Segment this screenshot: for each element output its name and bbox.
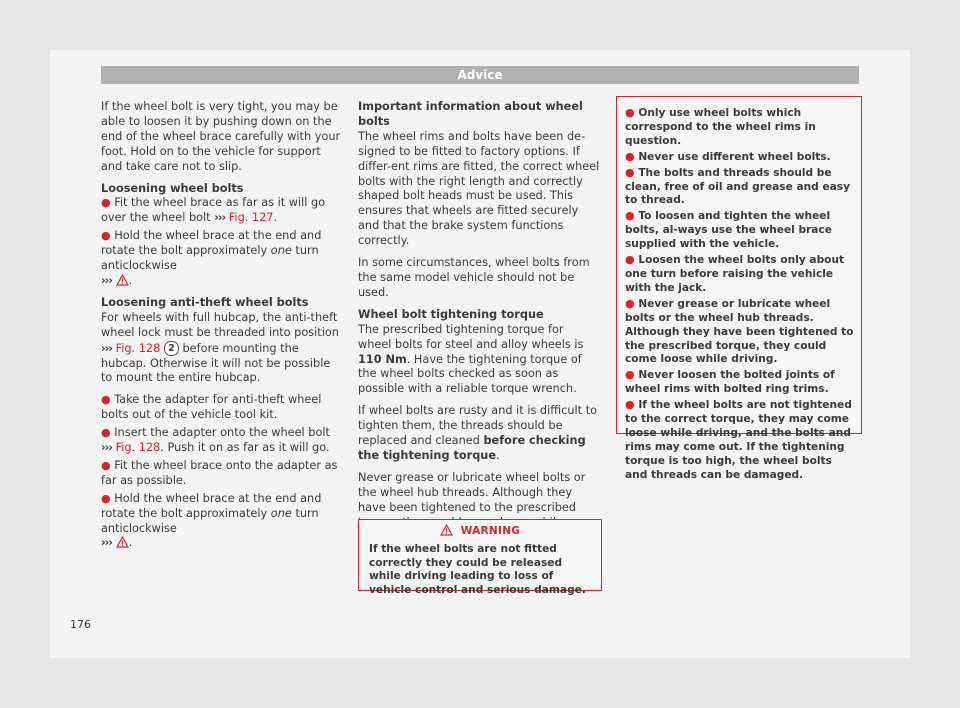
reference-arrow-icon: ›››: [214, 211, 226, 225]
bullet-icon: ●: [101, 491, 111, 505]
rusty-paragraph: If wheel bolts are rusty and it is difficult to tighten them, the threads should be replaced and cleaned before checking the tightening torque.: [358, 404, 598, 462]
section-header: Advice: [101, 66, 859, 84]
notice-list: [617, 97, 861, 483]
notice-box: [616, 96, 862, 481]
bullet-icon: ●: [625, 296, 635, 310]
list-item: ● Hold the wheel brace at the end and rotate the bolt approximately one turn anticlockwise ››› .: [101, 229, 322, 287]
page-number: 176: [70, 618, 91, 631]
list-item: ● Never grease or lubricate wheel bolts or the wheel hub threads. Although they have been tightened to the prescribed torque, they could come loose while driving.: [625, 296, 854, 366]
list-item: ● If the wheel bolts are not tightened to the correct torque, they may come loose while driving, and the bolts and rims may come out. If the tightening torque is too high, the wheel bolts and threads can be damaged.: [625, 398, 852, 481]
list-item: ● Hold the wheel brace at the end and rotate the bolt approximately one turn anticlockwise ››› .: [101, 491, 322, 550]
info-paragraph: In some circumstances, wheel bolts from the same model vehicle should not be used.: [358, 256, 590, 299]
warning-triangle-icon[interactable]: [116, 274, 129, 286]
manual-page: [50, 50, 910, 658]
bullet-icon: ●: [625, 165, 635, 179]
callout-number-badge: 2: [164, 341, 179, 356]
list-item: ● Insert the adapter onto the wheel bolt ››› Fig. 128. Push it on as far as it will go.: [101, 426, 330, 455]
list-item: ● To loosen and tighten the wheel bolts, al-ways use the wheel brace supplied with the vehicle.: [625, 209, 832, 251]
warning-title: WARNING: [460, 525, 521, 537]
bullet-icon: ●: [625, 398, 635, 412]
reference-arrow-icon: ›››: [101, 273, 112, 287]
heading-important-info: Important information about wheel bolts: [358, 100, 583, 128]
warning-box: [358, 519, 602, 596]
heading-tightening-torque: Wheel bolt tightening torque: [358, 307, 544, 321]
bullet-icon: ●: [101, 196, 111, 210]
list-item: ● Fit the wheel brace onto the adapter as far as possible.: [101, 458, 338, 487]
warning-text: If the wheel bolts are not fitted correctly they could be released while driving leading to loss of vehicle control and serious damage.: [369, 543, 586, 596]
list-item: ● Take the adapter for anti-theft wheel bolts out of the vehicle tool kit.: [101, 393, 322, 422]
list-item: ● Fit the wheel brace as far as it will go over the wheel bolt ››› Fig. 127.: [101, 196, 326, 225]
heading-anti-theft: Loosening anti-theft wheel bolts: [101, 295, 309, 309]
list-item: ● Loosen the wheel bolts only about one turn before raising the vehicle with the jack.: [625, 253, 845, 294]
reference-arrow-icon: ›››: [101, 441, 112, 455]
figure-reference-link[interactable]: Fig. 127: [228, 211, 274, 225]
list-item: ● The bolts and threads should be clean, free of oil and grease and easy to thread.: [625, 165, 850, 207]
bullet-icon: ●: [625, 149, 635, 163]
bullet-icon: ●: [625, 209, 635, 223]
bullet-icon: ●: [101, 393, 111, 407]
reference-arrow-icon: ›››: [101, 536, 112, 550]
heading-loosening-wheel-bolts: Loosening wheel bolts: [101, 181, 244, 195]
bullet-icon: ●: [625, 368, 635, 382]
column-middle: [358, 100, 600, 552]
reference-arrow-icon: ›››: [101, 341, 112, 355]
figure-reference-link[interactable]: Fig. 128: [115, 341, 161, 355]
list-item: ● Never loosen the bolted joints of wheel rims with bolted ring trims.: [625, 368, 835, 396]
grease-paragraph: Never grease or lubricate wheel bolts or the wheel hub threads. Although they have been tightened to the prescribed: [358, 470, 586, 514]
torque-paragraph: The prescribed tightening torque for wheel bolts for steel and alloy wheels is 110 Nm. Have the tightening torque of the wheel bolts checked as soon as possible with a reliable torque wrench.: [358, 322, 584, 396]
bullet-icon: ●: [101, 458, 111, 472]
figure-reference-link[interactable]: Fig. 128: [115, 441, 161, 455]
antitheft-paragraph: For wheels with full hubcap, the anti-theft wheel lock must be threaded into position ››› Fig. 128 2 before mounting the hubcap. Otherwise it will not be possible to mount the entire hubcap.: [101, 310, 339, 385]
intro-paragraph: If the wheel bolt is very tight, you may be able to loosen it by pushing down on the end of the wheel brace carefully with your foot. Hold on to the vehicle for support and take care not to slip.: [101, 100, 341, 173]
bullet-icon: ●: [101, 229, 111, 243]
warning-triangle-icon: [440, 524, 453, 536]
bullet-icon: ●: [101, 426, 111, 440]
torque-value: 110 Nm: [358, 352, 407, 366]
column-left: [101, 100, 343, 558]
warning-triangle-icon[interactable]: [116, 536, 129, 548]
info-paragraph: The wheel rims and bolts have been de-signed to be fitted to factory options. If differ-ent rims are fitted, the correct wheel bolts with the right length and correctly shaped bolt heads must be used. This ensures that wheels are fitted securely and that the brake system functions correctly.: [358, 129, 600, 248]
bullet-icon: ●: [625, 106, 635, 119]
bullet-icon: ●: [625, 253, 635, 267]
list-item: ● Never use different wheel bolts.: [625, 149, 831, 163]
list-item: ● Only use wheel bolts which correspond to the wheel rims in question.: [625, 106, 816, 147]
warning-header: [359, 520, 601, 542]
